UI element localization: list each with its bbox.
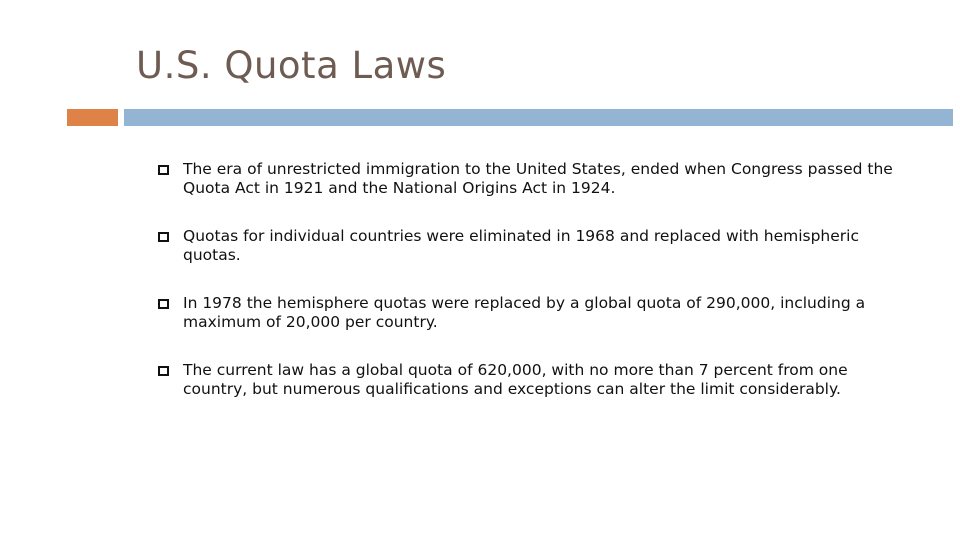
- bullet-item: [158, 294, 898, 331]
- accent-bar-blue: [124, 109, 953, 126]
- bullet-text: Quotas for individual countries were eliminated in 1968 and replaced with hemispheric quotas.: [183, 227, 859, 264]
- square-bullet-icon: [158, 366, 169, 376]
- square-bullet-icon: [158, 232, 169, 242]
- bullet-item: [158, 361, 898, 398]
- square-bullet-icon: [158, 165, 169, 175]
- bullet-list: [158, 160, 898, 428]
- bullet-text: The era of unrestricted immigration to the United States, ended when Congress passed the Quota Act in 1921 and the National Origins Act in 1924.: [183, 160, 893, 197]
- bullet-item: [158, 227, 898, 264]
- bullet-text: The current law has a global quota of 620,000, with no more than 7 percent from one country, but numerous qualifications and exceptions can alter the limit considerably.: [183, 361, 848, 398]
- bullet-item: [158, 160, 898, 197]
- slide-title: U.S. Quota Laws: [136, 44, 447, 87]
- square-bullet-icon: [158, 299, 169, 309]
- accent-bar-orange: [67, 109, 118, 126]
- bullet-text: In 1978 the hemisphere quotas were replaced by a global quota of 290,000, including a maximum of 20,000 per country.: [183, 294, 866, 331]
